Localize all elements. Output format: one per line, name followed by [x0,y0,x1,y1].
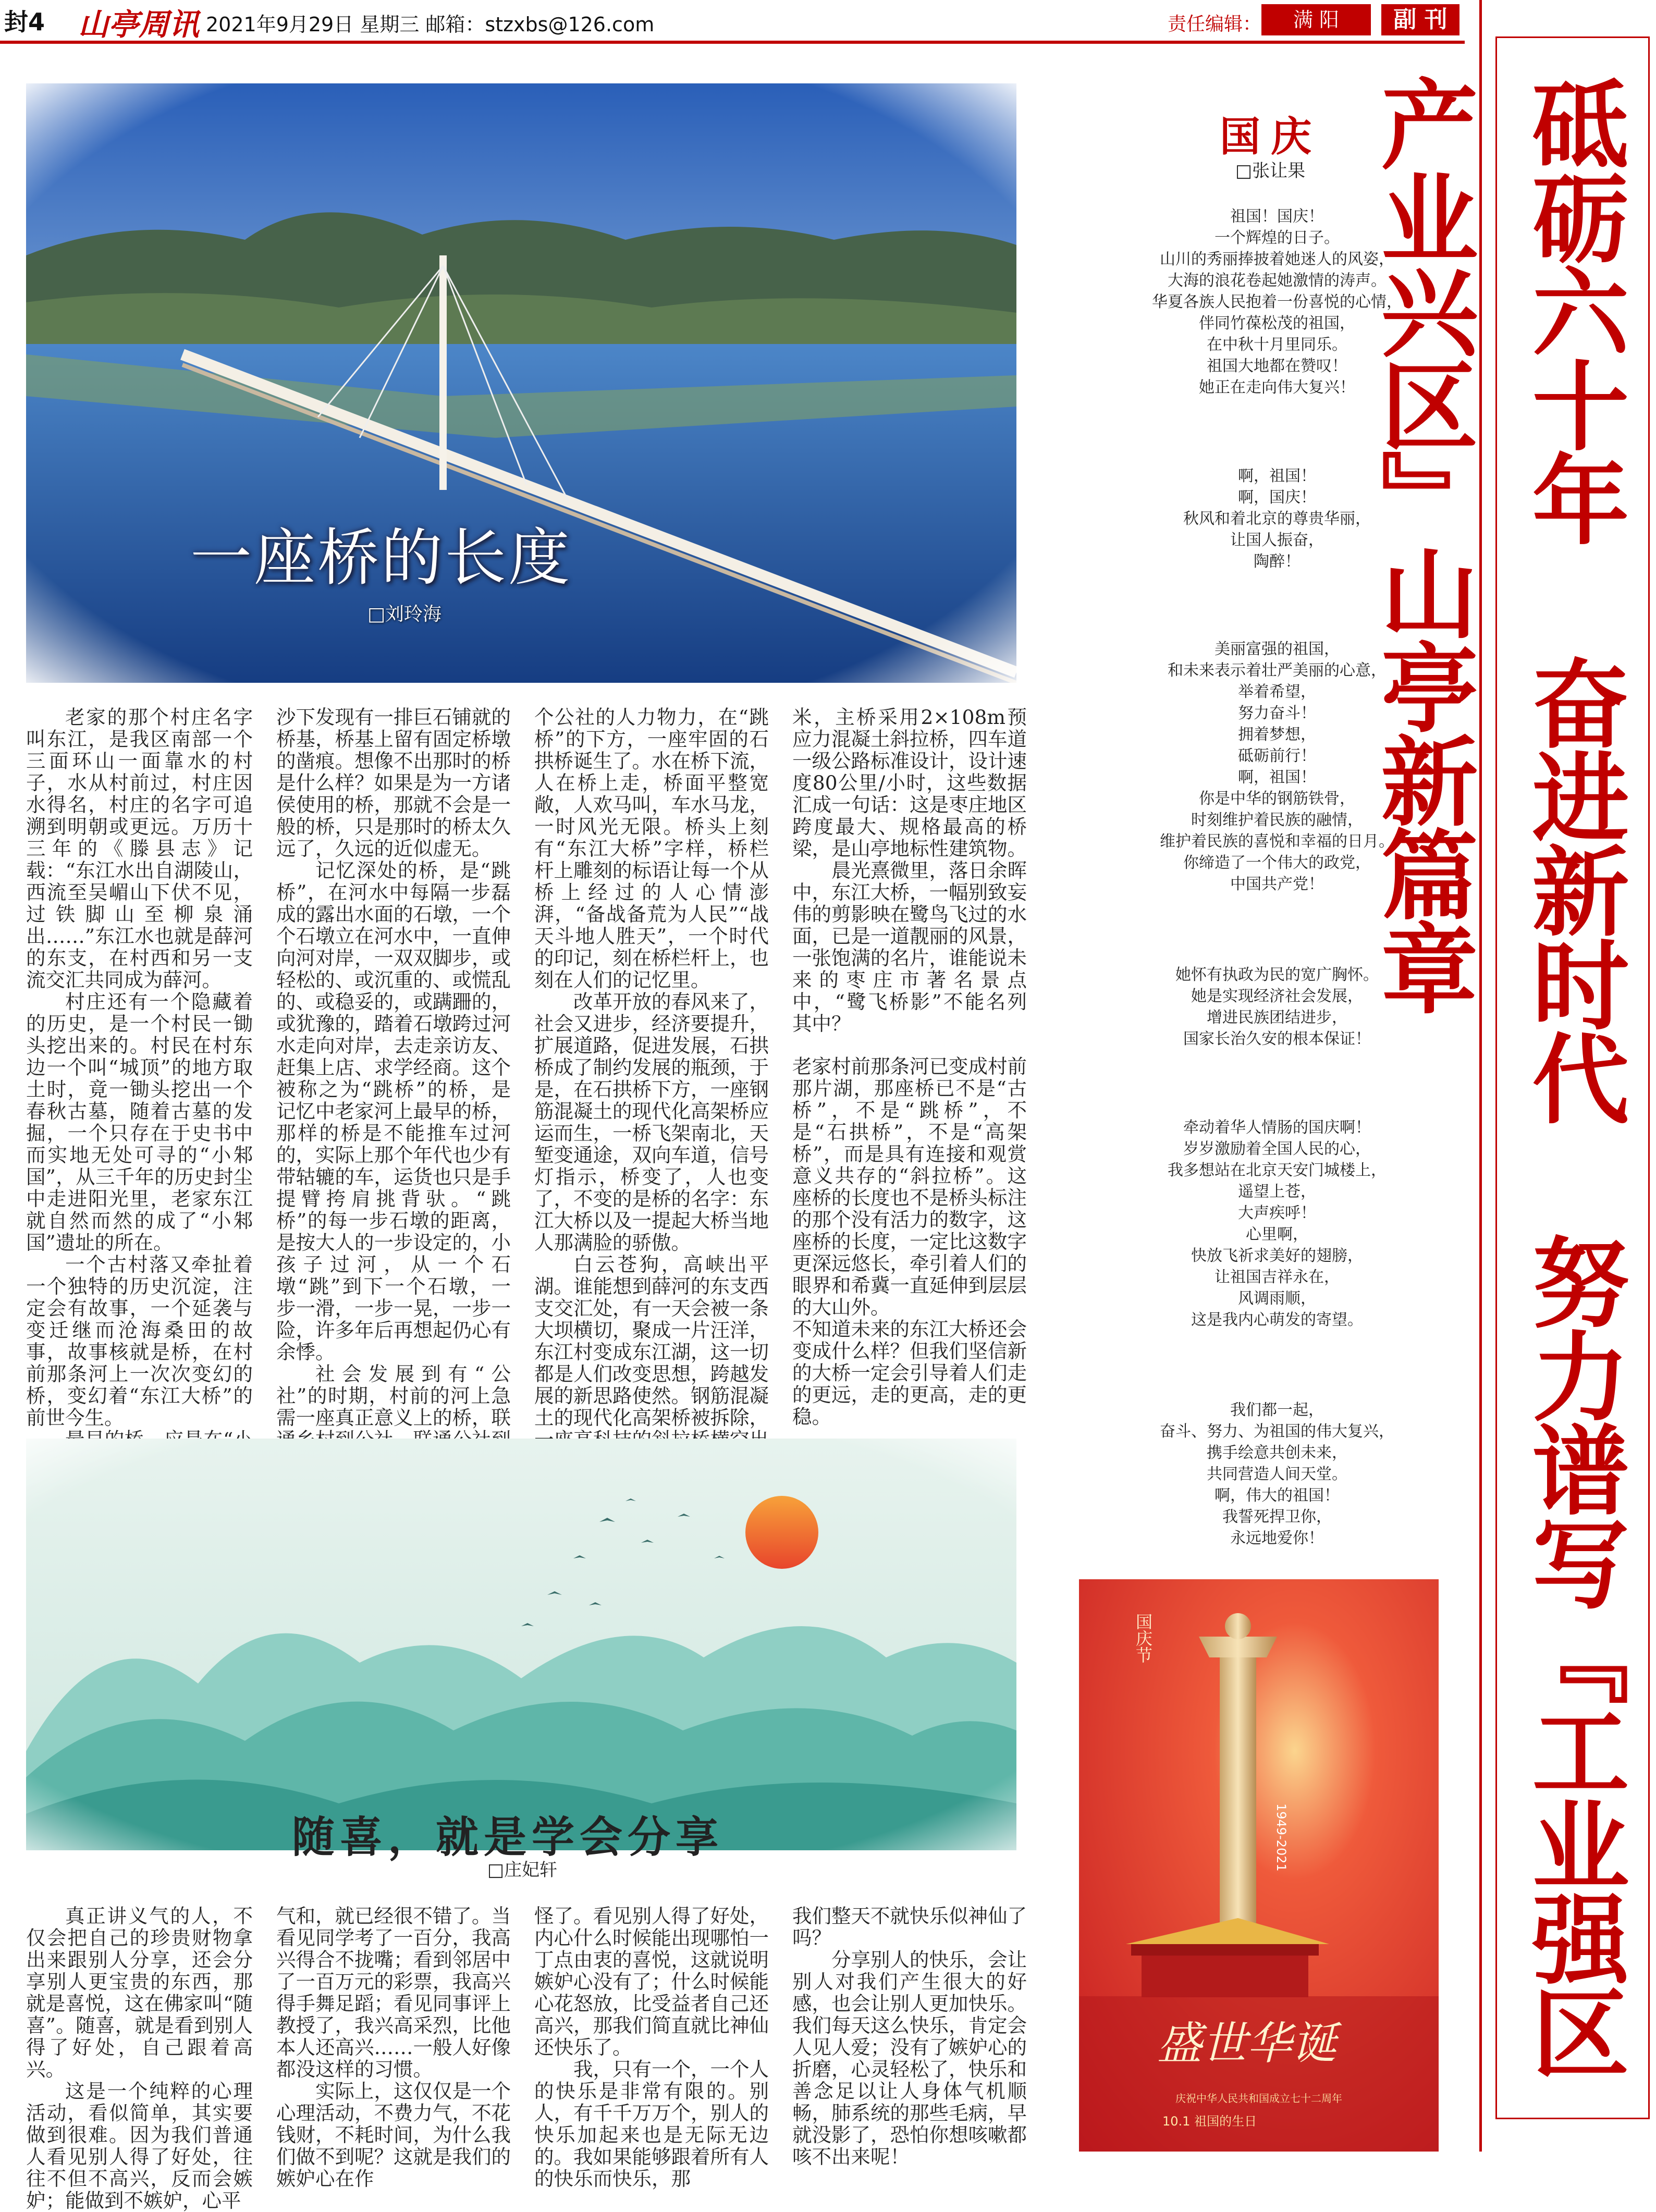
poem-line: 大声疾呼！ [1238,1204,1316,1222]
article2-column-3 [534,1905,769,2190]
poem-line: 奋斗、努力、为祖国的伟大复兴， [1160,1422,1394,1441]
editor-label: 责任编辑： [1168,14,1262,35]
poem-stanza [1074,1399,1480,1549]
paragraph: 米，主桥采用2×108m预应力混凝土斜拉桥，四车道一级公路标准设计，设计速度80公里/小时，这些数据汇成一句话：这是枣庄地区跨度最大、规格最高的桥梁，是山亭地标性建筑物。 [792,706,1027,860]
page-number: 封4 [4,8,45,36]
poem-line: 祖国大地都在赞叹！ [1207,357,1347,375]
poem-line: 永远地爱你！ [1230,1529,1324,1547]
poem-line: 共同营造人间天堂。 [1207,1465,1347,1483]
paragraph: 分享别人的快乐，会让别人对我们产生很大的好感，也会让别人更加快乐。我们每天这么快乐，肯定会人见人爱；没有了嫉妒心的折磨，心灵轻松了，快乐和善念足以让人身体气机顺畅，肺系统的那些毛病，早就没影了，恐怕你想咳嗽都咳不出来呢！ [792,1948,1027,2168]
poem-line: 祖国！国庆！ [1230,207,1324,226]
article2-column-4 [792,1905,1027,2168]
poem-stanza [1074,964,1480,1050]
poem-line: 在中秋十月里同乐。 [1207,336,1347,354]
paragraph: 我们整天不就快乐似神仙了吗？ [792,1904,1027,1949]
paragraph: 这是一个纯粹的心理活动，看似简单，其实要做到很难。因为我们普通人看见别人得了好处，往往不但不高兴，反而会嫉妒；能做到不嫉妒，心平 [26,2080,253,2212]
poem-line: 大海的浪花卷起她激情的涛声。 [1168,272,1387,290]
section-label: 副 刊 [1381,4,1459,35]
poem-line: 我誓死捍卫你， [1222,1508,1332,1526]
poem-line: 遥望上苍， [1238,1183,1316,1201]
poster-svg [1079,1579,1439,2152]
poem-line: 啊，伟大的祖国！ [1215,1486,1340,1505]
poem-line: 中国共产党！ [1230,875,1324,893]
poem-line: 她正在走向伟大复兴！ [1199,378,1355,397]
paragraph: 记忆深处的桥，是“跳桥”，在河水中每隔一步磊成的露出水面的石墩，一个个石墩立在河水中，一直伸向河对岸，一双双脚步，或轻松的、或沉重的、或慌乱的、或稳妥的，或蹒跚的，或犹豫的，踏着石墩跨过河水走向对岸，去走亲访友、赶集上店、求学经商。这个被称之为“跳桥”的桥，是记忆中老家河上最早的桥，那样的桥是不能推车过河的，实际上那个年代也少有带轱辘的车，运货也只是手提臂挎肩挑背驮。“跳桥”的每一步石墩的距离，是按大人的一步设定的，小孩子过河，从一个石墩“跳”到下一个石墩，一步一滑，一步一晃，一步一险，许多年后再想起仍心有余悸。 [276,859,511,1363]
poem-stanza [1074,465,1480,572]
article2-column-1 [26,1905,253,2211]
landscape-svg [26,1439,1016,1850]
paragraph: 我，只有一个，一个人的快乐是非常有限的。别人，有千千万万个，别人的快乐加起来也是无际无边的。我如果能够跟着所有人的快乐而快乐，那 [534,2058,769,2190]
paragraph: 改革开放的春风来了，社会又进步，经济要提升，扩展道路，促进发展，石拱桥成了制约发展的瓶颈，于是，在石拱桥下方，一座钢筋混凝土的现代化高架桥应运而生，一桥飞架南北，天堑变通途，双向车道，信号灯指示，桥变了，人也变了，不变的是桥的名字：东江大桥以及一提起大桥当地人那满脸的骄傲。 [534,990,769,1254]
poem-line: 这是我内心萌发的寄望。 [1191,1311,1363,1329]
national-day-poster [1079,1579,1439,2152]
header-info: 2021年9月29日 星期三 邮箱：stzxbs@126.com [206,13,655,36]
poem-line: 心里啊， [1246,1225,1308,1244]
poem-line: 携手绘意共创未来， [1207,1444,1347,1462]
paragraph: 老家村前那条河已变成村前那片湖，那座桥已不是“古桥”，不是“跳桥”，不是“石拱桥”，不是“高架桥”，而是具有连接和观赏意义共存的“斜拉桥”。这座桥的长度也不是桥头标注的那个没有活力的数字，这座桥的长度，一定比这数字更深远悠长，牵引着人们的眼界和希冀一直延伸到层层的大山外。 [792,1055,1027,1319]
poem-stanza [1074,206,1480,398]
poem-line: 秋风和着北京的尊贵华丽， [1183,510,1371,528]
poem-line: 岁岁激励着全国人民的心， [1183,1140,1371,1158]
poem-author: □张让果 [1235,161,1306,181]
poem-line: 一个辉煌的日子。 [1215,229,1340,247]
poem-line: 让国人振奋， [1230,531,1324,549]
poem-line: 努力奋斗！ [1238,704,1316,722]
poem-line: 快放飞祈求美好的翅膀， [1191,1247,1363,1265]
poem-line: 华夏各族人民抱着一份喜悦的心情， [1152,293,1402,311]
poem-line: 啊，祖国！ [1238,467,1316,485]
paragraph: 实际上，这仅仅是一个心理活动，不费力气，不花钱财，不耗时间，为什么我们做不到呢？这就是我们的嫉妒心在作 [276,2080,511,2190]
paragraph: 气和，就已经很不错了。当看见同学考了一百分，我高兴得合不拢嘴；看到邻居中了一百万元的彩票，我高兴得手舞足蹈；看见同事评上教授了，我兴高采烈，比他本人还高兴……一般人好像都没这样的习惯。 [276,1904,511,2081]
poem-line: 山川的秀丽捧披着她迷人的风姿， [1160,250,1394,268]
poem-stanza [1074,638,1480,895]
poem-line: 你缔造了一个伟大的政党， [1183,854,1371,872]
poem-line: 维护着民族的喜悦和幸福的日月。 [1160,832,1394,851]
poem-line: 啊，祖国！ [1238,768,1316,787]
poem-line: 她怀有执政为民的宽广胸怀。 [1175,966,1379,984]
article1-column-1 [26,706,253,1538]
poem-line: 她是实现经济社会发展， [1191,987,1363,1005]
poem-line: 伴同竹葆松茂的祖国， [1199,314,1355,333]
paragraph: 真正讲义气的人，不仅会把自己的珍贵财物拿出来跟别人分享，还会分享别人更宝贵的东西，那就是喜悦，这在佛家叫“随喜”。随喜，就是看到别人得了好处，自己跟着高兴。 [26,1904,253,2081]
poster-vertical-label: 国庆节 [1133,1613,1153,1663]
poem-stanza [1074,1117,1480,1331]
paragraph: 老家的那个村庄名字叫东江，是我区南部一个三面环山一面靠水的村子，水从村前过，村庄因水得名，村庄的名字可追溯到明朝或更远。万历十三年的《滕县志》记载：“东江水出自湖陵山，西流至吴嵋山下伏不见，过铁脚山至柳泉涌出……”东江水也就是薛河的东支，在村西和另一支流交汇共同成为薛河。 [26,706,253,991]
landscape-illustration [26,1439,1016,1850]
poem-line: 和未来表示着壮严美丽的心意， [1168,661,1387,680]
poem-line: 拥着梦想， [1238,726,1316,744]
poem-line: 增进民族团结进步， [1207,1009,1347,1027]
paragraph: 沙下发现有一排巨石铺就的桥基，桥基上留有固定桥墩的凿痕。想像不出那时的桥是什么样？如果是为一方诸侯使用的桥，那就不会是一般的桥，只是那时的桥太久远了，久远的近似虚无。 [276,706,511,860]
poem-line: 你是中华的钢筋铁骨， [1199,790,1355,808]
poem-line: 国家长治久安的根本保证！ [1183,1030,1371,1048]
poem-line: 我们都一起， [1230,1401,1324,1419]
poster-date: 10.1 祖国的生日 [1162,2114,1257,2129]
masthead: 山亭周讯 [78,7,200,42]
poster-years: 1949-2021 [1274,1803,1289,1872]
paragraph: 怪了。看见别人得了好处，内心什么时候能出现哪怕一丁点由衷的喜悦，这就说明嫉妒心没有了；什么时候能心花怒放，比受益者自己还高兴，那我们简直就比神仙还快乐了。 [534,1904,769,2059]
article2-author: □庄妃轩 [487,1860,558,1881]
poem-title: 国庆 [1220,113,1322,161]
paragraph: 不知道未来的东江大桥还会变成什么样？但我们坚信新的大桥一定会引导着人们走的更远，走的更高，走的更稳。 [792,1318,1027,1428]
poem-line: 啊，国庆！ [1238,488,1316,507]
article1-title: 一座桥的长度 [190,522,572,594]
paragraph: 一个古村落又牵扯着一个独特的历史沉淀，注定会有故事，一个延袭与变迁继而沧海桑田的故事，故事核就是桥，在村前那条河上一次次变幻的桥，变幻着“东江大桥”的前世今生。 [26,1253,253,1429]
poster-subtitle: 庆祝中华人民共和国成立七十二周年 [1175,2092,1342,2105]
poem-line: 时刻维护着民族的融情， [1191,811,1363,829]
slogan-frame [1365,36,1650,2119]
article1-column-2 [276,706,511,1494]
slogan-text: 砥砺六十年 奋进新时代 努力谱写『工业强区 产业兴区』山亭新篇章 [1365,75,1629,2077]
editor-name: 满 阳 [1261,4,1371,35]
paragraph: 白云苍狗，高峡出平湖。谁能想到薛河的东支西支交汇处，有一天会被一条大坝横切，聚成一片汪洋，东江村变成东江湖，这一切都是人们改变思想，跨越发展的新思路使然。钢筋混凝土的现代化高架桥被拆除， [534,1253,769,1429]
paragraph: 个公社的人力物力，在“跳桥”的下方，一座牢固的石拱桥诞生了。水在桥下流，人在桥上走，桥面平整宽敞，人欢马叫，车水马龙，一时风光无限。桥头上刻有“东江大桥”字样，桥栏杆上雕刻的标语让每一个从桥上经过的人心情澎湃，“备战备荒为人民”“战天斗地人胜天”，一个时代的印记，刻在桥栏杆上，也刻在人们的记忆里。 [534,706,769,991]
poem-line: 砥砺前行！ [1238,747,1316,765]
article2-title: 随喜，就是学会分享 [292,1812,724,1862]
article2-column-2 [276,1905,511,2190]
article1-column-3 [534,706,769,1494]
poem-line: 陶醉！ [1254,552,1301,571]
poem-line: 我多想站在北京天安门城楼上， [1168,1161,1387,1179]
article1-author: □刘玲海 [367,604,442,625]
poster-headline: 盛世华诞 [1157,2018,1336,2070]
paragraph: 社会发展到有“公社”的时期，村前的河上急需一座真正意义上的桥，联 [276,1362,511,1429]
paragraph: 村庄还有一个隐藏着的历史，是一个村民一锄头挖出来的。村民在村东边一个叫“城顶”的地方取土时，竟一锄头挖出一个春秋古墓，随着古墓的发掘，一个只存在于史书中而实地无处可寻的“小邾国”，从三千年的历史封尘中走进阳光里，老家东江就自然而然的成了“小邾国”遗址的所在。 [26,990,253,1254]
poem-line: 风调雨顺， [1238,1289,1316,1308]
poem-line: 举着希望， [1238,683,1316,701]
poem-line: 牵动着华人情肠的国庆啊！ [1183,1119,1371,1137]
poem-line: 让祖国吉祥永在， [1215,1268,1340,1286]
poem-line: 美丽富强的祖国， [1215,640,1340,658]
article1-column-4 [792,706,1027,1428]
paragraph: 晨光熹微里，落日余晖中，东江大桥，一幅别致妄伟的剪影映在鹭鸟飞过的水面，已是一道靓丽的风景，一张饱满的名片，谁能说未来的枣庄市著名景点中，“鹭飞桥影”不能名列其中？ [792,859,1027,1035]
